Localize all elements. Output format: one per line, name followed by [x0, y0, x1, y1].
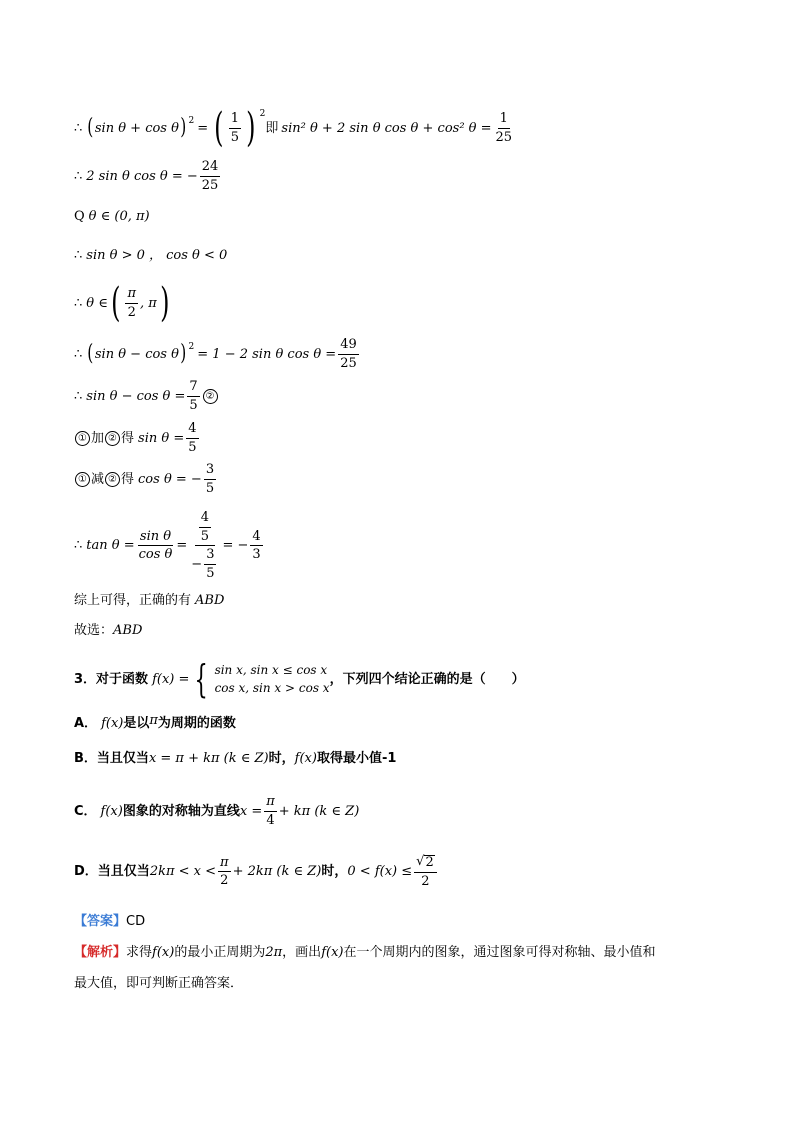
step-theta-range: Q θ ∈ (0, π) — [74, 209, 150, 224]
choice-line: 故选： ABD — [74, 623, 143, 638]
step-subtract-equations: ① 减 ② 得 cos θ = − $\frac{3}{5}$ — [74, 463, 218, 495]
option-d[interactable]: D． 当且仅当 2kπ < x < $\frac{\pi}{2}$ + 2kπ (k ∈ Z) 时， 0 < f(x) ≤ √ 2 2 — [74, 855, 439, 888]
step-theta-interval: ∴ θ ∈ ( $\frac{\pi}{2}$ , π ) — [74, 280, 170, 326]
option-a[interactable]: A． f(x) 是以 π 为周期的函数 — [74, 713, 236, 731]
compound-fraction: $\frac{4}{5}$ − $\frac{3}{5}$ — [191, 510, 215, 581]
analysis-line-2: 最大值，即可判断正确答案． — [74, 976, 244, 991]
option-b[interactable]: B． 当且仅当 x = π + kπ (k ∈ Z) 时， f(x) 取得最小值-1 — [74, 751, 397, 766]
answer-tag: 【答案】 — [74, 914, 127, 929]
fraction-one-fifth: $\frac{1}{5}$ — [230, 110, 240, 145]
question-3-stem: 3． 对于函数 f(x) = { sin x, sin x ≤ cos x cos x, sin x > cos x ，下列四个结论正确的是（ ） — [74, 657, 525, 701]
step-diff-value: ∴ sin θ − cos θ = $\frac{7}{5}$ ② — [74, 380, 219, 412]
step-add-equations: ① 加 ② 得 sin θ = $\frac{4}{5}$ — [74, 422, 201, 454]
step-signs: ∴ sin θ > 0 ， cos θ < 0 — [74, 248, 228, 263]
step-square-sum: ∴ ( sin θ + cos θ ) 2 = ( $\frac{1}{5}$ ) 2 即 sin² θ + 2 sin θ cos θ + cos² θ = $\frac{1}{25}$ — [74, 105, 513, 151]
answer-line: 【答案】 CD — [74, 914, 146, 929]
step-double-product: ∴ 2 sin θ cos θ = − $\frac{24}{25}$ — [74, 159, 219, 193]
circled-two-marker: ② — [203, 389, 218, 404]
sqrt2-over-2: √ 2 2 — [414, 855, 437, 888]
analysis-line-1: 【解析】 求得 f(x) 的最小正周期为 2π ，画出 f(x) 在一个周期内的图象，通过图象可得对称轴、最小值和 — [74, 945, 656, 960]
step-diff-square: ∴ ( sin θ − cos θ ) 2 = 1 − 2 sin θ cos θ = $\frac{49}{25}$ — [74, 337, 357, 371]
analysis-tag: 【解析】 — [74, 945, 127, 960]
piecewise-definition: { sin x, sin x ≤ cos x cos x, sin x > cos x — [194, 657, 330, 701]
fraction-one-25th: $\frac{1}{25}$ — [495, 110, 513, 145]
therefore-symbol: ∴ — [74, 120, 83, 136]
conclusion-line: 综上可得，正确的有 ABD — [74, 593, 225, 608]
step-tangent: ∴ tan θ = $\frac{\text{sin θ}}{\text{cos θ}}$ = $\frac{4}{5}$ − $\frac{3}{5}$ = − $\frac{4}{3}$ — [74, 510, 261, 581]
option-c[interactable]: C． f(x) 图象的对称轴为直线 x = $\frac{\pi}{4}$ + kπ (k ∈ Z) — [74, 794, 360, 828]
